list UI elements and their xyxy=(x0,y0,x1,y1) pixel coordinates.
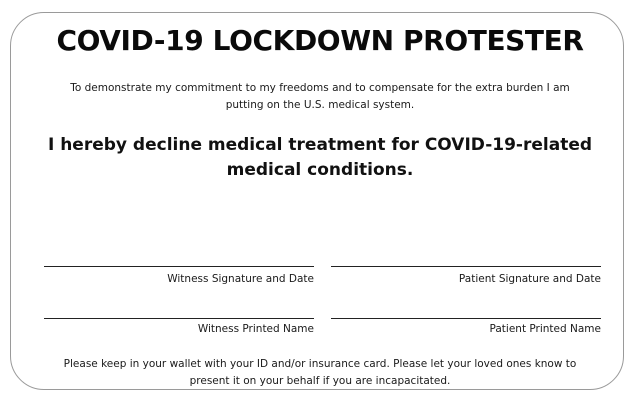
patient-signature-label: Patient Signature and Date xyxy=(458,273,601,285)
witness-signature-line[interactable] xyxy=(44,266,314,267)
footer-text xyxy=(28,356,612,390)
intro-line-2: putting on the U.S. medical system. xyxy=(225,99,415,111)
declaration-line-2: medical conditions. xyxy=(226,160,414,180)
patient-printed-name-line[interactable] xyxy=(331,318,601,319)
declaration-line-1: I hereby decline medical treatment for COVID-19-related xyxy=(47,135,593,155)
witness-printed-name-line[interactable] xyxy=(44,318,314,319)
declaration-text xyxy=(40,133,600,183)
footer-line-2: present it on your behalf if you are incapacitated. xyxy=(189,375,451,387)
intro-line-1: To demonstrate my commitment to my freedoms and to compensate for the extra burden I am xyxy=(70,82,570,94)
card-title: COVID-19 LOCKDOWN PROTESTER xyxy=(56,24,584,57)
patient-signature-line[interactable] xyxy=(331,266,601,267)
intro-text xyxy=(36,80,604,114)
patient-printed-name-label: Patient Printed Name xyxy=(489,323,601,335)
witness-signature-label: Witness Signature and Date xyxy=(167,273,314,285)
footer-line-1: Please keep in your wallet with your ID and/or insurance card. Please let your loved ones know to xyxy=(63,358,577,370)
witness-printed-name-label: Witness Printed Name xyxy=(197,323,314,335)
